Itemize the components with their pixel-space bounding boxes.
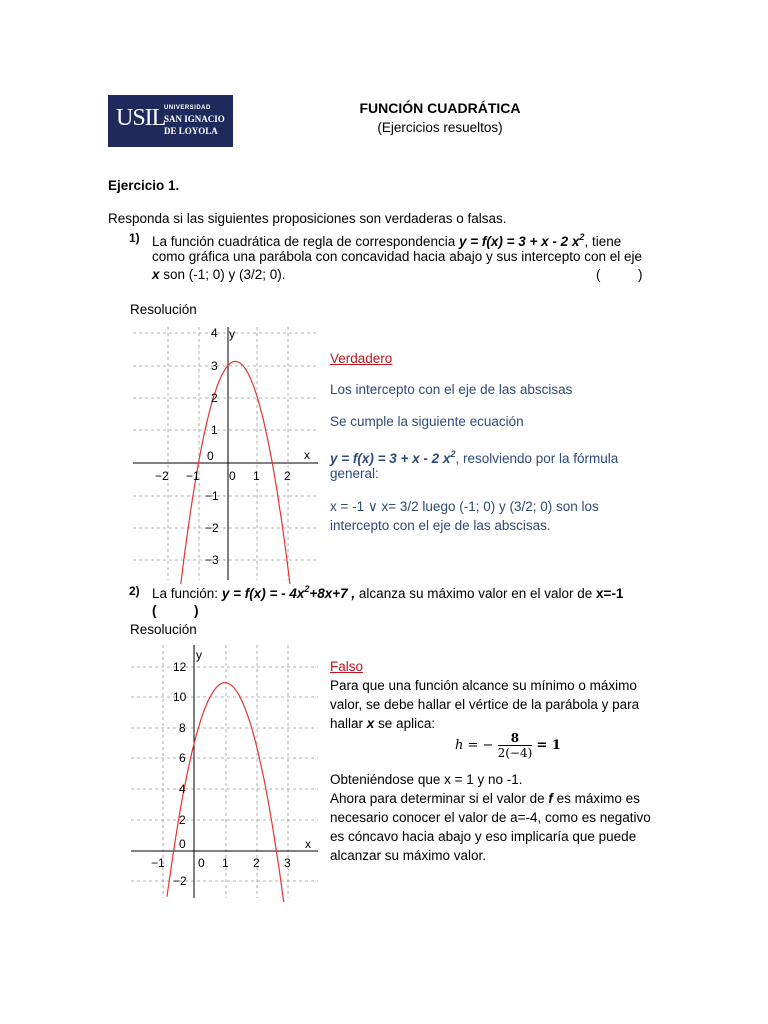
graph1-ytick-m3: −3 bbox=[205, 553, 219, 567]
logo-line3: DE LOYOLA bbox=[164, 126, 218, 136]
p2-r5b: es máximo es bbox=[552, 791, 640, 806]
p1-s3-formula: y = f(x) = 3 + x - 2 x bbox=[330, 451, 451, 466]
p2-h-num: 8 bbox=[498, 731, 533, 746]
p2-r8: alcanzar su máximo valor. bbox=[330, 848, 487, 863]
p2-resolucion: Resolución bbox=[130, 622, 197, 637]
graph1-xtick-2: 2 bbox=[284, 469, 291, 483]
p1-s3-line2: general: bbox=[330, 466, 379, 481]
graph1-xtick-0: 0 bbox=[229, 469, 236, 483]
p2-answer-paren: ( ) bbox=[152, 603, 199, 618]
graph2-x-label: x bbox=[305, 837, 311, 851]
graph2-xtick-0: 0 bbox=[198, 856, 205, 870]
p2-text-a: La función: bbox=[152, 586, 222, 601]
p2-r4: Obteniéndose que x = 1 y no -1. bbox=[330, 772, 523, 787]
graph1-ytick-m1: −1 bbox=[205, 489, 219, 503]
p1-var-x: x bbox=[152, 267, 160, 282]
graph2-ytick-m2: −2 bbox=[173, 874, 187, 888]
graph1-xtick-m2: −2 bbox=[155, 469, 169, 483]
p1-s4-line1: x = -1 ∨ x= 3/2 luego (-1; 0) y (3/2; 0) son los bbox=[330, 499, 599, 514]
p1-s3-exp: 2 bbox=[450, 449, 456, 459]
logo-usil: USIL bbox=[116, 105, 166, 131]
p2-r6: necesario conocer el valor de a=-4, como es negativo bbox=[330, 810, 651, 825]
p2-text-b: alcanza su máximo valor en el valor de bbox=[355, 586, 597, 601]
p2-line1 bbox=[152, 580, 623, 603]
graph2-ytick-12: 12 bbox=[173, 660, 187, 674]
graph1-xtick-1: 1 bbox=[253, 469, 260, 483]
exercise-instruction: Responda si las siguientes proposiciones son verdaderas o falsas. bbox=[108, 211, 507, 226]
logo-line2: SAN IGNACIO bbox=[164, 114, 225, 124]
p2-r5f: f bbox=[548, 791, 553, 806]
p1-text-a: La función cuadrática de regla de correspondencia bbox=[152, 234, 459, 249]
p2-r3a: hallar bbox=[330, 716, 367, 731]
graph2-y-label: y bbox=[196, 648, 202, 662]
p2-xval: x=-1 bbox=[596, 586, 624, 601]
graph2-xtick-2: 2 bbox=[253, 856, 260, 870]
graph2-ytick-10: 10 bbox=[173, 690, 187, 704]
p2-number: 2) bbox=[129, 584, 140, 598]
p1-verdict: Verdadero bbox=[330, 351, 393, 366]
p1-s2: Se cumple la siguiente ecuación bbox=[330, 414, 524, 429]
p2-r2: valor, se debe hallar el vértice de la parábola y para bbox=[330, 697, 640, 712]
graph1-ytick-4: 4 bbox=[211, 326, 218, 340]
graph2-xtick-3: 3 bbox=[284, 856, 291, 870]
p2-r5a: Ahora para determinar si el valor de bbox=[330, 791, 549, 806]
graph2 bbox=[128, 640, 324, 902]
p2-exp: 2 bbox=[304, 584, 310, 594]
p1-s1: Los intercepto con el eje de las abscisas bbox=[330, 382, 573, 397]
graph1-xtick-m1: −1 bbox=[186, 469, 200, 483]
graph2-ytick-8: 8 bbox=[179, 721, 186, 735]
page-subtitle: (Ejercicios resueltos) bbox=[377, 120, 503, 135]
p2-formula-b: +8x+7 , bbox=[309, 586, 356, 601]
graph2-ytick-6: 6 bbox=[179, 751, 186, 765]
p1-formula: y = f(x) = 3 + x - 2 x bbox=[458, 234, 580, 249]
p1-s4-line2: intercepto con el eje de las abscisas. bbox=[330, 518, 551, 533]
graph1-x-label: x bbox=[304, 448, 310, 462]
p2-vertex-formula bbox=[455, 731, 561, 760]
p1-line2: como gráfica una parábola con concavidad hacia abajo y sus intercepto con el eje bbox=[152, 249, 643, 264]
logo-line1: UNIVERSIDAD bbox=[164, 105, 211, 111]
graph1-grid bbox=[133, 327, 318, 580]
p2-formula: y = f(x) = - 4x bbox=[221, 586, 305, 601]
p1-line3-text: son (-1; 0) y (3/2; 0). bbox=[159, 267, 286, 282]
p1-resolucion: Resolución bbox=[130, 302, 197, 317]
page-title: FUNCIÓN CUADRÁTICA bbox=[359, 100, 521, 116]
graph1-ytick-3: 3 bbox=[211, 359, 218, 373]
graph1-y-label: y bbox=[229, 327, 235, 341]
p1-number: 1) bbox=[129, 231, 140, 245]
graph2-ytick-0: 0 bbox=[179, 837, 186, 851]
graph1-ytick-0: 0 bbox=[207, 449, 214, 463]
p2-r3x: x bbox=[366, 716, 375, 731]
graph2-ytick-2: 2 bbox=[179, 813, 186, 827]
p2-fraction bbox=[498, 731, 533, 760]
p1-text-b: , tiene bbox=[584, 234, 622, 249]
p2-verdict: Falso bbox=[330, 659, 364, 674]
p2-r1: Para que una función alcance su mínimo o máximo bbox=[330, 678, 637, 693]
graph1 bbox=[128, 322, 324, 584]
p2-h-lhs: h = − bbox=[455, 738, 494, 753]
p1-line3 bbox=[152, 265, 286, 284]
graph2-xtick-1: 1 bbox=[222, 856, 229, 870]
exercise-heading: Ejercicio 1. bbox=[108, 178, 180, 193]
graph1-ytick-m2: −2 bbox=[205, 521, 219, 535]
graph1-ytick-2: 2 bbox=[211, 391, 218, 405]
p1-answer-paren: ( ) bbox=[596, 267, 643, 282]
p2-r5 bbox=[330, 789, 640, 808]
p2-r7: es cóncavo hacia abajo y eso implicaría que puede bbox=[330, 829, 637, 844]
p2-h-rhs: = 1 bbox=[536, 738, 561, 753]
graph1-ytick-1: 1 bbox=[211, 423, 218, 437]
p2-r3 bbox=[330, 714, 435, 733]
graph2-xtick-m1: −1 bbox=[151, 856, 165, 870]
p1-s3-rest: , resolviendo por la fórmula bbox=[455, 451, 619, 466]
graph2-ytick-4: 4 bbox=[179, 782, 186, 796]
p2-r3b: se aplica: bbox=[374, 716, 436, 731]
p1-exp: 2 bbox=[579, 232, 585, 242]
p2-h-den: 2(−4) bbox=[497, 746, 533, 760]
